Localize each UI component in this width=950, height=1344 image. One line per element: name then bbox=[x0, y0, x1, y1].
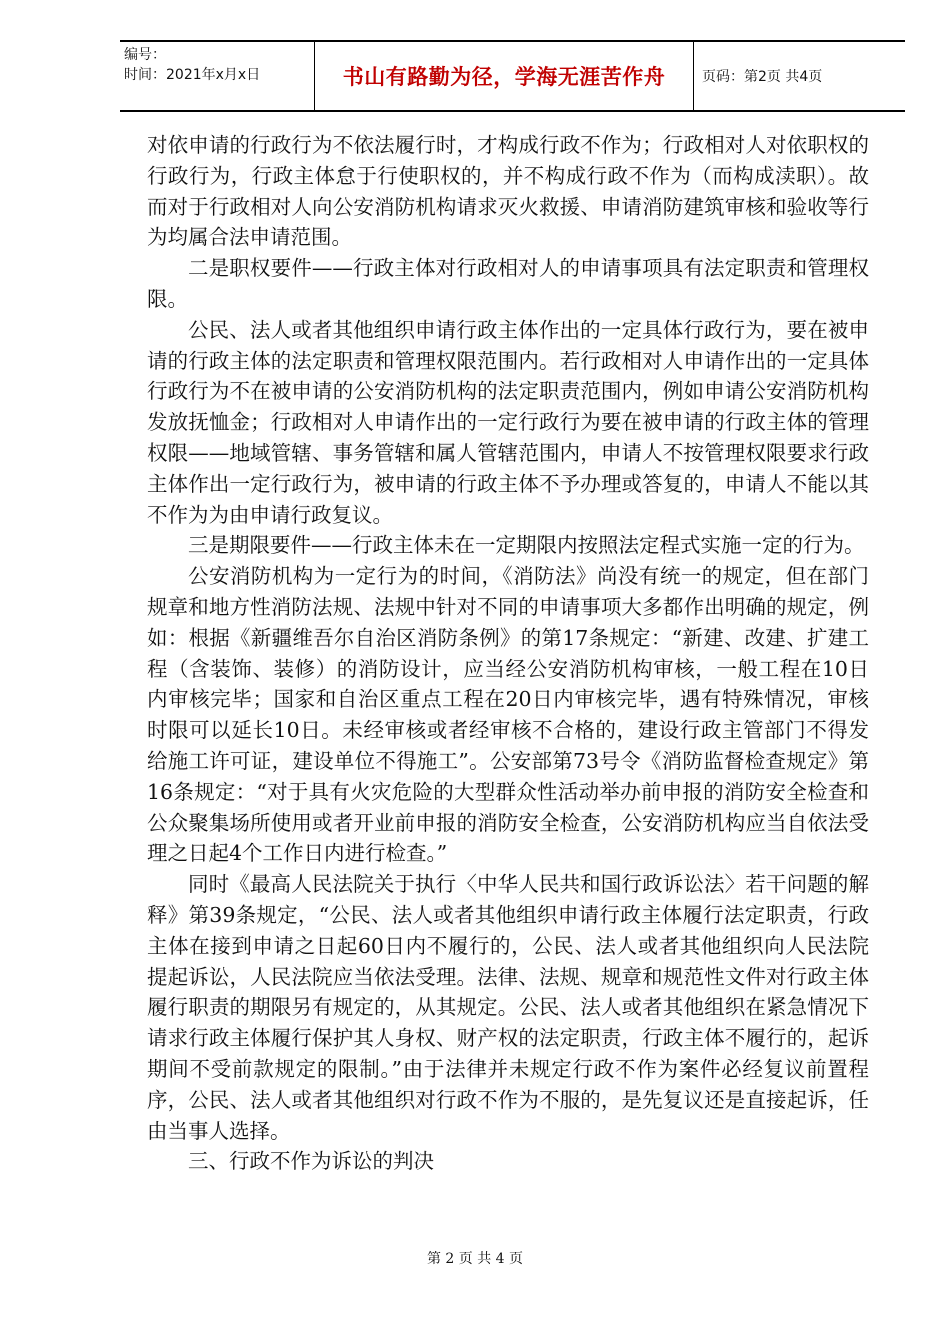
header-motto: 书山有路勤为径，学海无涯苦作舟 bbox=[315, 42, 694, 110]
section-heading: 三、行政不作为诉讼的判决 bbox=[188, 1149, 434, 1174]
paragraph: 对依申请的行政行为不依法履行时，才构成行政不作为；行政相对人对依职权的行政行为，行政主体怠于行使职权的，并不构成行政不作为（而构成渎职）。故而对于行政相对人向公安消防机构请求灭火救援、申请消防建筑审核和验收等行为均属合法申请范围。 bbox=[147, 133, 869, 250]
paragraph: 同时《最高人民法院关于执行〈中华人民共和国行政诉讼法〉若干问题的解释》第39条规定，“公民、法人或者其他组织申请行政主体履行法定职责，行政主体在接到申请之日起60日内不履行的，公民、法人或者其他组织向人民法院提起诉讼，人民法院应当依法受理。法律、法规、规章和规范性文件对行政主体履行职责的期限另有规定的，从其规定。公民、法人或者其他组织在紧急情况下请求行政主体履行保护其人身权、财产权的法定职责，行政主体不履行的，起诉期间不受前款规定的限制。”由于法律并未规定行政不作为案件必经复议前置程序，公民、法人或者其他组织对行政不作为不服的，是先复议还是直接起诉，任由当事人选择。 bbox=[147, 872, 869, 1143]
paragraph: 二是职权要件——行政主体对行政相对人的申请事项具有法定职责和管理权限。 bbox=[147, 256, 869, 311]
header-page-info: 页码：第2页 共4页 bbox=[702, 69, 823, 85]
document-number-label: 编号： bbox=[124, 47, 166, 63]
document-time-label: 时间：2021年x月x日 bbox=[124, 67, 261, 83]
paragraph: 公民、法人或者其他组织申请行政主体作出的一定具体行政行为，要在被申请的行政主体的法定职责和管理权限范围内。若行政相对人申请作出的一定具体行政行为不在被申请的公安消防机构的法定职责范围内，例如申请公安消防机构发放抚恤金；行政相对人申请作出的一定行政行为要在被申请的行政主体的管理权限——地域管辖、事务管辖和属人管辖范围内，申请人不按管理权限要求行政主体作出一定行政行为，被申请的行政主体不予办理或答复的，申请人不能以其不作为为由申请行政复议。 bbox=[147, 317, 869, 527]
page-header bbox=[120, 40, 905, 112]
document-body bbox=[147, 130, 869, 1177]
page-footer: 第 2 页 共 4 页 bbox=[426, 1251, 524, 1267]
header-meta bbox=[120, 42, 315, 110]
paragraph: 公安消防机构为一定行为的时间，《消防法》尚没有统一的规定，但在部门规章和地方性消防法规、法规中针对不同的申请事项大多都作出明确的规定，例如：根据《新疆维吾尔自治区消防条例》的第17条规定：“新建、改建、扩建工程（含装饰、装修）的消防设计，应当经公安消防机构审核，一般工程在10日内审核完毕；国家和自治区重点工程在20日内审核完毕，遇有特殊情况，审核时限可以延长10日。未经审核或者经审核不合格的，建设行政主管部门不得发给施工许可证，建设单位不得施工”。公安部第73号令《消防监督检查规定》第16条规定：“对于具有火灾危险的大型群众性活动举办前申报的消防安全检查和公众聚集场所使用或者开业前申报的消防安全检查，公安消防机构应当自依法受理之日起4个工作日内进行检查。” bbox=[147, 564, 869, 866]
paragraph: 三是期限要件——行政主体未在一定期限内按照法定程式实施一定的行为。 bbox=[188, 533, 865, 558]
